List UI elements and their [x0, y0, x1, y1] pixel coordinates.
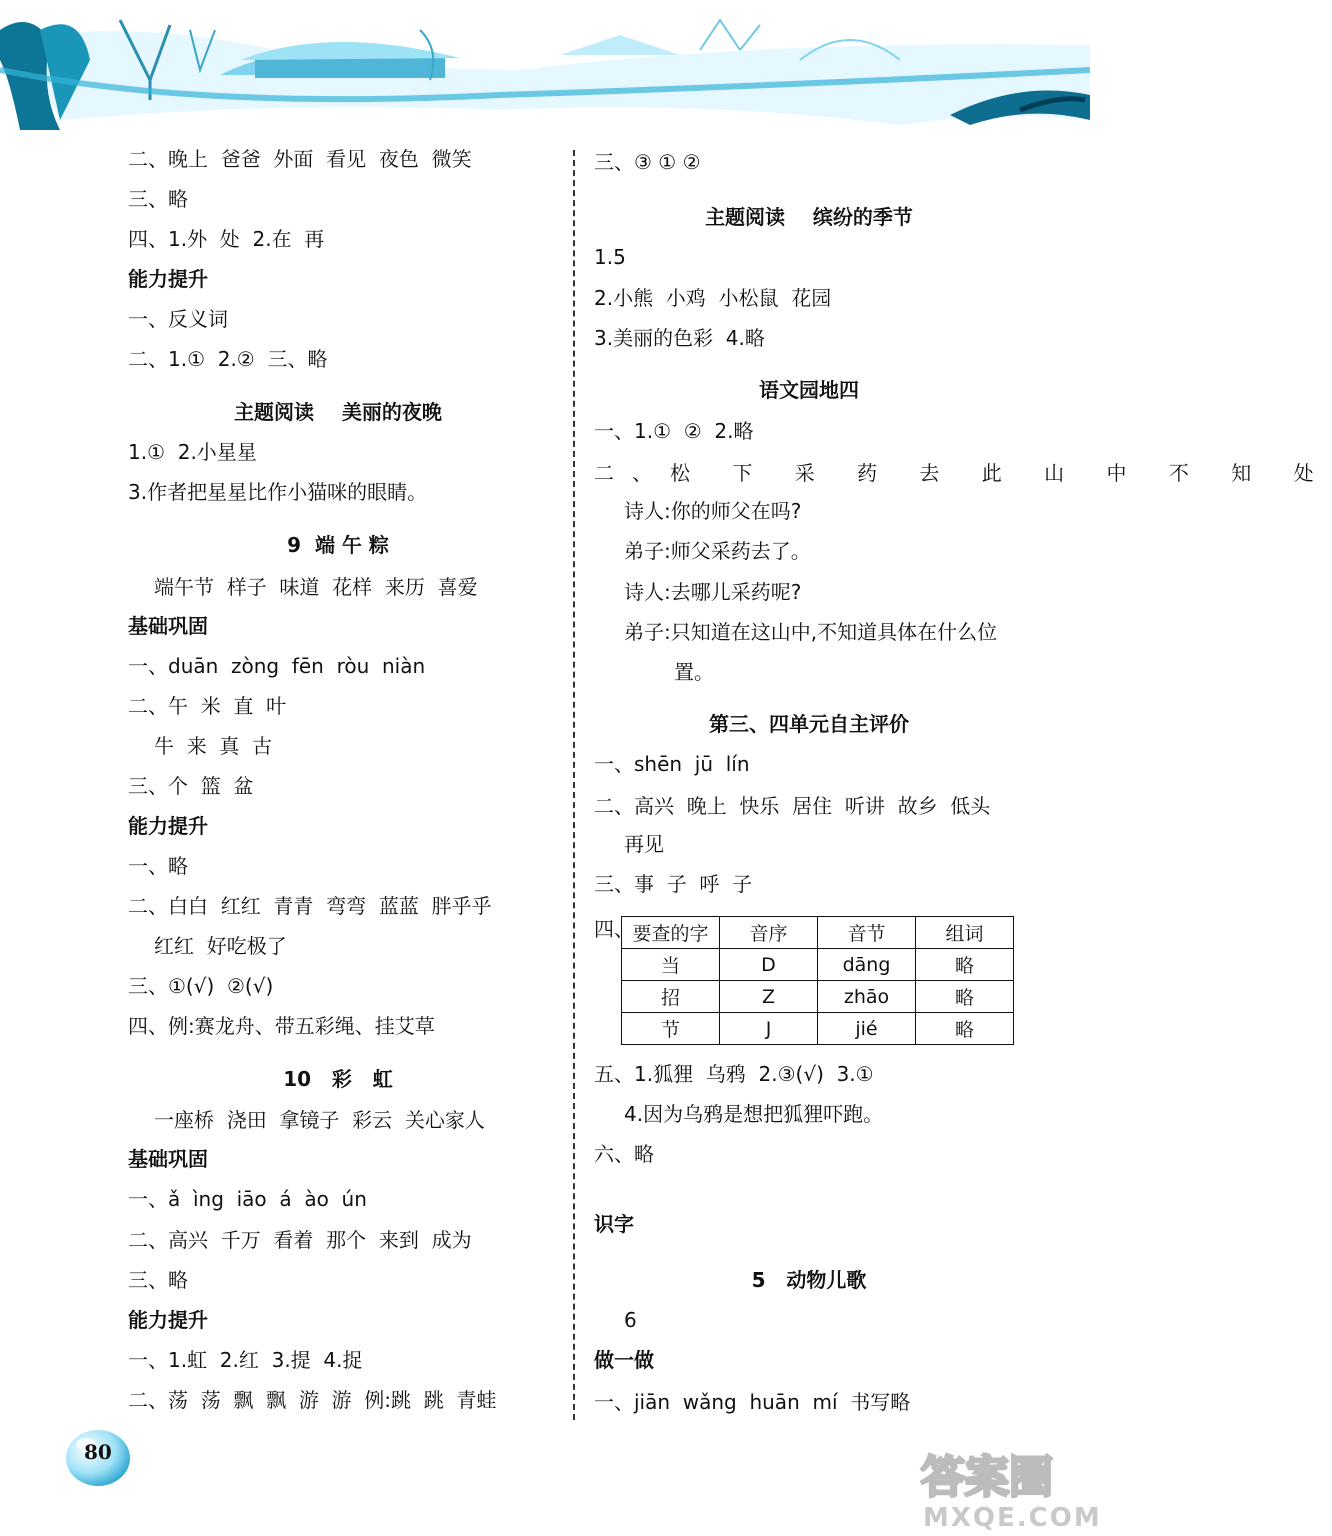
section-heading: 第三、四单元自主评价: [709, 712, 909, 736]
table-cell: 当: [622, 949, 720, 981]
section-heading: 主题阅读 缤纷的季节: [705, 205, 913, 229]
answer-line: 三、略: [128, 187, 188, 211]
answer-line: 6: [624, 1308, 637, 1332]
table-cell: 略: [916, 1013, 1014, 1045]
table-cell: 略: [916, 949, 1014, 981]
column-divider: [573, 150, 575, 1420]
answer-line: 一、反义词: [128, 307, 228, 331]
answer-line: 三、①(√) ②(√): [128, 974, 274, 998]
table-header-cell: 组词: [916, 917, 1014, 949]
answer-line: 三、③ ① ②: [594, 150, 701, 174]
answer-line: 四、例:赛龙舟、带五彩绳、挂艾草: [128, 1014, 435, 1038]
answer-line: 二、1.① 2.② 三、略: [128, 347, 328, 371]
section-heading: 9 端 午 粽: [287, 533, 389, 557]
page-number: 80: [84, 1440, 112, 1464]
answer-line: 诗人:你的师父在吗?: [624, 499, 802, 523]
section-heading: 5 动物儿歌: [751, 1268, 867, 1292]
answer-line: 二、白白 红红 青青 弯弯 蓝蓝 胖乎乎: [128, 894, 492, 918]
answer-line: 一座桥 浇田 拿镜子 彩云 关心家人: [154, 1108, 485, 1132]
answer-line: 再见: [624, 832, 664, 856]
table-cell: J: [720, 1013, 818, 1045]
svg-text:答案圈: 答案圈: [921, 1452, 1053, 1503]
answer-line: 六、略: [594, 1142, 654, 1166]
table-cell: 招: [622, 981, 720, 1013]
table-row: [622, 1013, 1014, 1045]
answer-line: 端午节 样子 味道 花样 来历 喜爱: [154, 575, 478, 599]
answer-line: 二、荡 荡 飘 飘 游 游 例:跳 跳 青蛙: [128, 1388, 497, 1412]
section-heading: 基础巩固: [128, 614, 208, 638]
answer-line: 三、个 篮 盆: [128, 774, 254, 798]
page-number-badge: [60, 1420, 132, 1490]
answer-line: 一、1.① ② 2.略: [594, 419, 754, 443]
table-cell: zhāo: [818, 981, 916, 1013]
answer-line: 四、: [594, 917, 634, 941]
answer-line: 3.美丽的色彩 4.略: [594, 326, 765, 350]
answer-line: 三、略: [128, 1268, 188, 1292]
section-heading: 做一做: [594, 1348, 654, 1372]
table-row: [622, 949, 1014, 981]
section-heading: 识字: [594, 1212, 634, 1236]
table-row: [622, 981, 1014, 1013]
table-cell: dāng: [818, 949, 916, 981]
table-header-cell: 要查的字: [622, 917, 720, 949]
table-cell: D: [720, 949, 818, 981]
table-header-cell: 音序: [720, 917, 818, 949]
table-cell: jié: [818, 1013, 916, 1045]
answer-line: 二、晚上 爸爸 外面 看见 夜色 微笑: [128, 147, 472, 171]
answer-line: 二、高兴 晚上 快乐 居住 听讲 故乡 低头: [594, 794, 991, 818]
section-heading: 基础巩固: [128, 1147, 208, 1171]
answer-line: 置。: [674, 660, 714, 684]
answer-line: 二、午 米 直 叶: [128, 694, 287, 718]
answer-line: 1.① 2.小星星: [128, 440, 257, 464]
answer-line: 诗人:去哪儿采药呢?: [624, 580, 802, 604]
table-cell: 节: [622, 1013, 720, 1045]
answer-line: 一、1.虹 2.红 3.提 4.捉: [128, 1348, 363, 1372]
answer-line: 一、ǎ ìng iāo á ào ún: [128, 1187, 367, 1211]
answer-line: 三、事 子 呼 子: [594, 872, 753, 896]
table-header-cell: 音节: [818, 917, 916, 949]
answer-line: 五、1.狐狸 乌鸦 2.③(√) 3.①: [594, 1062, 874, 1086]
answer-line: 一、duān zòng fēn ròu niàn: [128, 654, 426, 678]
answer-line: 牛 来 真 古: [154, 734, 273, 758]
dictionary-table: [621, 916, 1014, 1045]
answer-line: 二、松 下 采 药 去 此 山 中 不 知 处: [594, 461, 1332, 485]
watermark-logo: [915, 1440, 1102, 1533]
table-header-row: [622, 917, 1014, 949]
section-heading: 主题阅读 美丽的夜晚: [234, 400, 442, 424]
answer-line: 2.小熊 小鸡 小松鼠 花园: [594, 286, 832, 310]
answer-line: 弟子:师父采药去了。: [624, 539, 811, 563]
answer-line: 3.作者把星星比作小猫咪的眼睛。: [128, 480, 428, 504]
section-heading: 能力提升: [128, 267, 208, 291]
table-cell: 略: [916, 981, 1014, 1013]
section-heading: 语文园地四: [759, 378, 859, 402]
answer-line: 4.因为乌鸦是想把狐狸吓跑。: [624, 1102, 884, 1126]
answer-line: 一、shēn jū lín: [594, 752, 750, 776]
section-heading: 能力提升: [128, 814, 208, 838]
answer-line: 一、略: [128, 854, 188, 878]
table-cell: Z: [720, 981, 818, 1013]
answer-line: 二、高兴 千万 看着 那个 来到 成为: [128, 1228, 472, 1252]
section-heading: 能力提升: [128, 1308, 208, 1332]
decorative-banner: [0, 0, 1101, 140]
answer-line: 四、1.外 处 2.在 再: [128, 227, 325, 251]
answer-line: 弟子:只知道在这山中,不知道具体在什么位: [624, 620, 998, 644]
answer-line: 1.5: [594, 245, 626, 269]
answer-line: 红红 好吃极了: [154, 934, 287, 958]
svg-text:MXQE.COM: MXQE.COM: [923, 1503, 1102, 1533]
section-heading: 10 彩 虹: [283, 1067, 393, 1091]
answer-line: 一、jiān wǎng huān mí 书写略: [594, 1390, 911, 1414]
